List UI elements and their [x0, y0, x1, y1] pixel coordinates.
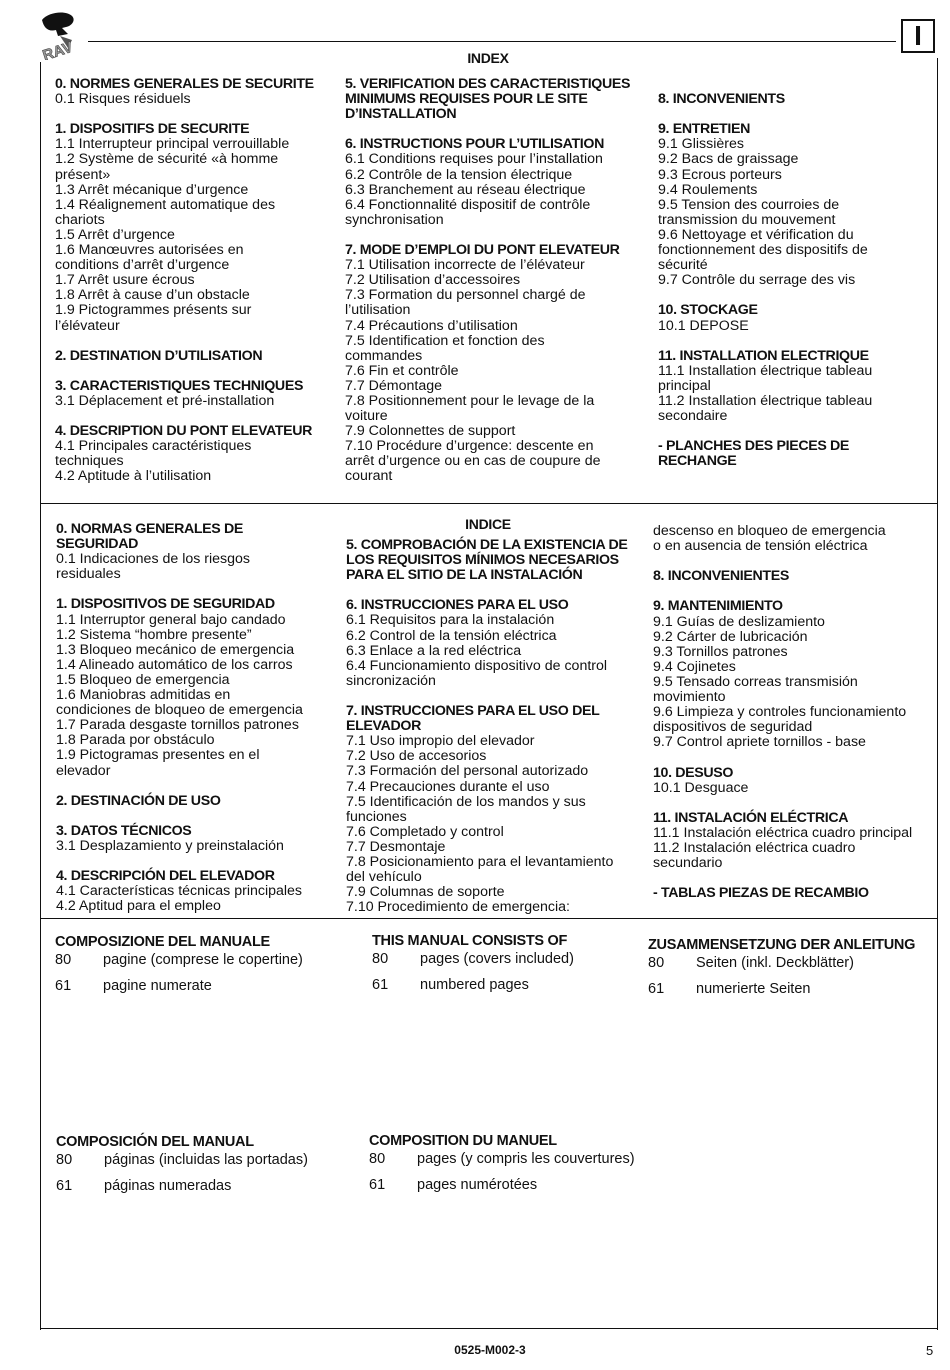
index-entry: 9.4 Roulements: [658, 181, 758, 198]
index-entry: l’élévateur: [55, 317, 120, 334]
composition-it-numbered-count: 61: [55, 978, 72, 994]
composition-fr-total-count: 80: [369, 1151, 386, 1167]
index-entry: 7.8 Positionnement pour le levage de la: [345, 392, 595, 409]
index-section-heading: 5. COMPROBACIÓN DE LA EXISTENCIA DE: [346, 537, 628, 553]
index-entry: 7.4 Précautions d’utilisation: [345, 317, 518, 334]
index-entry: 1.8 Parada por obstáculo: [56, 732, 215, 749]
index-entry: 6.4 Fonctionnalité dispositif de contrôle: [345, 196, 591, 213]
index-entry: 7.6 Completado y control: [346, 823, 504, 840]
index-entry: residuales: [56, 566, 121, 583]
index-entry: 3.1 Desplazamiento y preinstalación: [56, 837, 284, 854]
index-entry: arrêt d’urgence ou en cas de coupure de: [345, 453, 601, 470]
index-entry: 1.3 Arrêt mécanique d’urgence: [55, 181, 249, 198]
composition-es-title: COMPOSICIÓN DEL MANUAL: [56, 1134, 254, 1150]
composition-it-numbered-label: pagine numerate: [103, 978, 212, 994]
composition-de-total-label: Seiten (inkl. Deckblätter): [696, 955, 854, 971]
index-entry: 9.7 Control apriete tornillos - base: [653, 734, 866, 751]
index-entry: secundario: [653, 855, 723, 872]
index-entry: elevador: [56, 762, 111, 779]
index-entry: 7.7 Desmontaje: [346, 838, 446, 855]
index-entry: l’utilisation: [345, 302, 411, 319]
index-section-heading: 4. DESCRIPTION DU PONT ELEVATEUR: [55, 423, 313, 440]
index-entry: 7.1 Uso impropio del elevador: [346, 733, 535, 750]
index-entry: 1.4 Réalignement automatique des: [55, 196, 276, 213]
divider-fr-es: [40, 503, 938, 504]
divider-es-composition: [40, 918, 938, 919]
index-entry: voiture: [345, 408, 388, 425]
index-spacer: [653, 554, 923, 569]
index-entry: 7.3 Formation du personnel chargé de: [345, 287, 586, 304]
index-entry: sécurité: [658, 257, 708, 274]
index-entry: 9.3 Tornillos patrones: [653, 643, 788, 660]
index-fr-column-2: [345, 77, 641, 485]
index-section-heading: 1. DISPOSITIVOS DE SEGURIDAD: [56, 596, 275, 613]
composition-fr-total-label: pages (y compris les couvertures): [417, 1151, 635, 1167]
composition-es-numbered-count: 61: [56, 1178, 73, 1194]
index-spacer: [346, 583, 639, 598]
composition-fr-row-total: [369, 1151, 679, 1167]
index-spacer: [658, 77, 893, 92]
index-spacer: [658, 424, 893, 439]
index-entry: chariots: [55, 211, 105, 228]
composition-de: [648, 937, 933, 997]
composition-de-total-count: 80: [648, 955, 665, 971]
index-spacer: [55, 364, 325, 379]
composition-fr-row-numbered: [369, 1177, 679, 1193]
index-section-heading: 2. DESTINACIÓN DE USO: [56, 792, 221, 809]
index-entry: 7.10 Procédure d’urgence: descente en: [345, 438, 594, 455]
index-entry: 0.1 Risques résiduels: [55, 91, 191, 108]
composition-de-numbered-label: numerierte Seiten: [696, 981, 811, 997]
index-section-heading: - TABLAS PIEZAS DE RECAMBIO: [653, 885, 869, 902]
composition-en-row-total: [372, 951, 642, 967]
index-entry: 1.5 Arrêt d’urgence: [55, 226, 175, 243]
header-rule: [88, 41, 896, 42]
index-entry: techniques: [55, 453, 124, 470]
index-section-heading: LOS REQUISITOS MÍNIMOS NECESARIOS: [346, 552, 619, 569]
index-entry: 10.1 DEPOSE: [658, 317, 749, 334]
index-title-fr: INDEX: [467, 50, 509, 66]
svg-text:RAV: RAV: [40, 38, 75, 60]
index-entry: 6.3 Enlace a la red eléctrica: [346, 642, 522, 659]
index-spacer: [345, 228, 641, 243]
index-es-column-3: [653, 524, 923, 901]
index-section-heading: 10. STOCKAGE: [658, 302, 758, 319]
index-spacer: [653, 750, 923, 765]
index-spacer: [653, 796, 923, 811]
index-entry: 9.7 Contrôle du serrage des vis: [658, 272, 856, 289]
index-entry: 9.1 Glissières: [658, 136, 744, 153]
index-es-column-1: [56, 522, 325, 914]
index-section-heading: PARA EL SITIO DE LA INSTALACIÓN: [346, 567, 583, 584]
index-entry: 7.4 Precauciones durante el uso: [346, 778, 550, 795]
index-section-heading: MINIMUMS REQUISES POUR LE SITE: [345, 91, 588, 108]
frame-bottom-border: [40, 1328, 938, 1329]
index-entry: 7.9 Colonnettes de support: [345, 423, 516, 440]
composition-it-total-label: pagine (comprese le copertine): [103, 952, 303, 968]
page-number: 5: [926, 1343, 934, 1358]
index-entry: sincronización: [346, 672, 436, 689]
index-entry: présent»: [55, 166, 111, 183]
index-section-heading: 7. INSTRUCCIONES PARA EL USO DEL: [346, 703, 600, 720]
index-entry: 1.7 Parada desgaste tornillos patrones: [56, 717, 299, 734]
index-entry: fonctionnement des dispositifs de: [658, 242, 868, 259]
index-entry: 1.2 Système de sécurité «à homme: [55, 151, 279, 168]
composition-de-row-total: [648, 955, 933, 971]
index-section-heading: 8. INCONVENIENTS: [658, 91, 785, 108]
index-entry: 6.1 Requisitos para la instalación: [346, 612, 555, 629]
index-spacer: [56, 779, 325, 794]
index-section-heading: 11. INSTALLATION ELECTRIQUE: [658, 347, 869, 364]
composition-fr-title: COMPOSITION DU MANUEL: [369, 1133, 557, 1149]
index-entry: funciones: [346, 808, 407, 825]
index-entry: 6.1 Conditions requises pour l’installation: [345, 151, 603, 168]
index-entry: 9.5 Tension des courroies de: [658, 196, 840, 213]
index-section-heading: 1. DISPOSITIFS DE SECURITE: [55, 121, 250, 138]
composition-it: [55, 934, 355, 994]
composition-en-numbered-label: numbered pages: [420, 977, 529, 993]
frame-left-border: [40, 62, 41, 1330]
index-spacer: [345, 122, 641, 137]
composition-fr-numbered-count: 61: [369, 1177, 386, 1193]
index-entry: 1.3 Bloqueo mecánico de emergencia: [56, 641, 295, 658]
composition-es: [56, 1134, 356, 1194]
composition-es-total-count: 80: [56, 1152, 73, 1168]
index-entry: del vehículo: [346, 869, 422, 886]
composition-it-total-count: 80: [55, 952, 72, 968]
index-spacer: [653, 584, 923, 599]
index-spacer: [653, 871, 923, 886]
index-entry: 1.5 Bloqueo de emergencia: [56, 671, 230, 688]
index-entry: 1.1 Interruptor general bajo candado: [56, 611, 286, 628]
footer-document-code: 0525-M002-3: [454, 1343, 526, 1357]
index-spacer: [658, 334, 893, 349]
index-section-heading: 6. INSTRUCCIONES PARA EL USO: [346, 597, 569, 614]
index-section-heading: 2. DESTINATION D’UTILISATION: [55, 347, 263, 364]
frame-right-border: [937, 58, 938, 1330]
index-title-es: INDICE: [465, 516, 511, 532]
index-entry: 7.7 Démontage: [345, 377, 443, 394]
index-section-heading: 8. INCONVENIENTES: [653, 568, 789, 585]
composition-en: [372, 933, 642, 993]
index-entry: 1.1 Interrupteur principal verrouillable: [55, 136, 290, 153]
index-entry: 1.9 Pictogramas presentes en el: [56, 747, 260, 764]
index-section-heading: 5. VERIFICATION DES CARACTERISTIQUES: [345, 76, 631, 92]
index-entry: 3.1 Déplacement et pré-installation: [55, 392, 275, 409]
index-entry: 6.2 Control de la tensión eléctrica: [346, 627, 557, 644]
composition-it-row-total: [55, 952, 355, 968]
index-entry: 6.2 Contrôle de la tension électrique: [345, 166, 573, 183]
index-spacer: [55, 409, 325, 424]
index-section-heading: 3. DATOS TÉCNICOS: [56, 822, 192, 839]
index-section-heading: 0. NORMES GENERALES DE SECURITE: [55, 76, 314, 92]
index-spacer: [658, 288, 893, 303]
composition-en-row-numbered: [372, 977, 642, 993]
index-entry: 0.1 Indicaciones de los riesgos: [56, 551, 251, 568]
index-entry: transmission du mouvement: [658, 211, 836, 228]
index-section-heading: 6. INSTRUCTIONS POUR L’UTILISATION: [345, 136, 604, 153]
index-entry: 10.1 Desguace: [653, 779, 749, 796]
index-entry: 7.2 Uso de accesorios: [346, 748, 487, 765]
composition-de-row-numbered: [648, 981, 933, 997]
index-es-column-2: [346, 538, 639, 915]
composition-es-numbered-label: páginas numeradas: [104, 1178, 232, 1194]
index-spacer: [56, 854, 325, 869]
index-entry: 9.6 Nettoyage et vérification du: [658, 226, 854, 243]
index-entry: 7.3 Formación del personal autorizado: [346, 763, 589, 780]
index-section-heading: D’INSTALLATION: [345, 106, 457, 123]
index-entry: 9.1 Guías de deslizamiento: [653, 613, 825, 630]
index-entry: 11.1 Installation électrique tableau: [658, 362, 873, 379]
index-entry: 1.6 Maniobras admitidas en: [56, 687, 231, 704]
index-entry: 9.2 Cárter de lubricación: [653, 628, 808, 645]
index-entry: 7.1 Utilisation incorrecte de l’élévateur: [345, 257, 585, 274]
index-fr-column-1: [55, 77, 325, 485]
index-entry: 7.10 Procedimiento de emergencia:: [346, 899, 570, 916]
index-entry: condiciones de bloqueo de emergencia: [56, 702, 303, 719]
index-fr-column-3: [658, 77, 893, 469]
index-entry: 9.4 Cojinetes: [653, 658, 736, 675]
index-entry: conditions d’arrêt d’urgence: [55, 257, 230, 274]
composition-de-title: ZUSAMMENSETZUNG DER ANLEITUNG: [648, 937, 916, 953]
index-entry: 1.6 Manœuvres autorisées en: [55, 242, 244, 259]
index-spacer: [346, 689, 639, 704]
index-entry: 7.6 Fin et contrôle: [345, 362, 459, 379]
index-entry: secondaire: [658, 408, 728, 425]
index-entry: 11.2 Installation électrique tableau: [658, 392, 873, 409]
index-entry: 7.8 Posicionamiento para el levantamiento: [346, 853, 614, 870]
index-entry: descenso en bloqueo de emergencia: [653, 523, 886, 539]
section-letter-box: I: [901, 19, 935, 53]
index-entry: dispositivos de seguridad: [653, 719, 813, 736]
index-entry: 6.4 Funcionamiento dispositivo de control: [346, 657, 608, 674]
index-entry: 4.1 Principales caractéristiques: [55, 438, 252, 455]
index-entry: 9.6 Limpieza y controles funcionamiento: [653, 704, 907, 721]
index-entry: 4.1 Características técnicas principales: [56, 883, 303, 900]
composition-fr-numbered-label: pages numérotées: [417, 1177, 538, 1193]
index-section-heading: 10. DESUSO: [653, 764, 734, 781]
composition-fr: [369, 1133, 679, 1193]
index-entry: 11.1 Instalación eléctrica cuadro principal: [653, 824, 913, 841]
index-entry: 1.9 Pictogrammes présents sur: [55, 302, 252, 319]
index-entry: 9.3 Ecrous porteurs: [658, 166, 782, 183]
index-entry: 9.2 Bacs de graissage: [658, 151, 799, 168]
rav-logo: [38, 10, 84, 60]
index-entry: synchronisation: [345, 211, 444, 228]
index-entry: 1.4 Alineado automático de los carros: [56, 656, 293, 673]
index-entry: 9.5 Tensado correas transmisión: [653, 673, 858, 690]
index-section-heading: 7. MODE D’EMPLOI DU PONT ELEVATEUR: [345, 242, 620, 259]
index-section-heading: 4. DESCRIPCIÓN DEL ELEVADOR: [56, 868, 275, 885]
index-section-heading: RECHANGE: [658, 453, 737, 470]
index-spacer: [56, 809, 325, 824]
composition-en-title: THIS MANUAL CONSISTS OF: [372, 933, 568, 949]
composition-en-total-label: pages (covers included): [420, 951, 574, 967]
index-entry: 4.2 Aptitud para el empleo: [56, 898, 221, 915]
composition-it-title: COMPOSIZIONE DEL MANUALE: [55, 934, 270, 950]
index-section-heading: 3. CARACTERISTIQUES TECHNIQUES: [55, 377, 304, 394]
composition-es-total-label: páginas (incluidas las portadas): [104, 1152, 308, 1168]
index-entry: movimiento: [653, 689, 726, 706]
index-entry: 6.3 Branchement au réseau électrique: [345, 181, 586, 198]
index-entry: 7.5 Identification et fonction des: [345, 332, 545, 349]
index-section-heading: - PLANCHES DES PIECES DE: [658, 438, 850, 455]
composition-en-numbered-count: 61: [372, 977, 389, 993]
composition-it-row-numbered: [55, 978, 355, 994]
index-entry: 11.2 Instalación eléctrica cuadro: [653, 839, 856, 856]
index-entry: 7.9 Columnas de soporte: [346, 884, 505, 901]
index-entry: courant: [345, 468, 393, 485]
index-section-heading: 9. MANTENIMIENTO: [653, 598, 783, 615]
index-section-heading: SEGURIDAD: [56, 536, 138, 553]
index-entry: 1.2 Sistema “hombre presente”: [56, 626, 252, 643]
index-section-heading: 11. INSTALACIÓN ELÉCTRICA: [653, 809, 849, 826]
index-entry: 4.2 Aptitude à l’utilisation: [55, 468, 212, 485]
index-entry: o en ausencia de tensión eléctrica: [653, 538, 868, 555]
index-entry: principal: [658, 377, 711, 394]
composition-es-row-numbered: [56, 1178, 356, 1194]
composition-de-numbered-count: 61: [648, 981, 665, 997]
index-section-heading: 0. NORMAS GENERALES DE: [56, 521, 244, 537]
index-entry: 1.7 Arrêt usure écrous: [55, 272, 195, 289]
index-section-heading: 9. ENTRETIEN: [658, 121, 750, 138]
composition-es-row-total: [56, 1152, 356, 1168]
composition-en-total-count: 80: [372, 951, 389, 967]
index-spacer: [658, 107, 893, 122]
index-entry: 7.5 Identificación de los mandos y sus: [346, 793, 586, 810]
index-spacer: [55, 334, 325, 349]
index-entry: commandes: [345, 347, 423, 364]
index-entry: 1.8 Arrêt à cause d’un obstacle: [55, 287, 250, 304]
index-spacer: [55, 107, 325, 122]
index-entry: 7.2 Utilisation d’accessoires: [345, 272, 521, 289]
index-spacer: [56, 582, 325, 597]
index-section-heading: ELEVADOR: [346, 718, 421, 735]
